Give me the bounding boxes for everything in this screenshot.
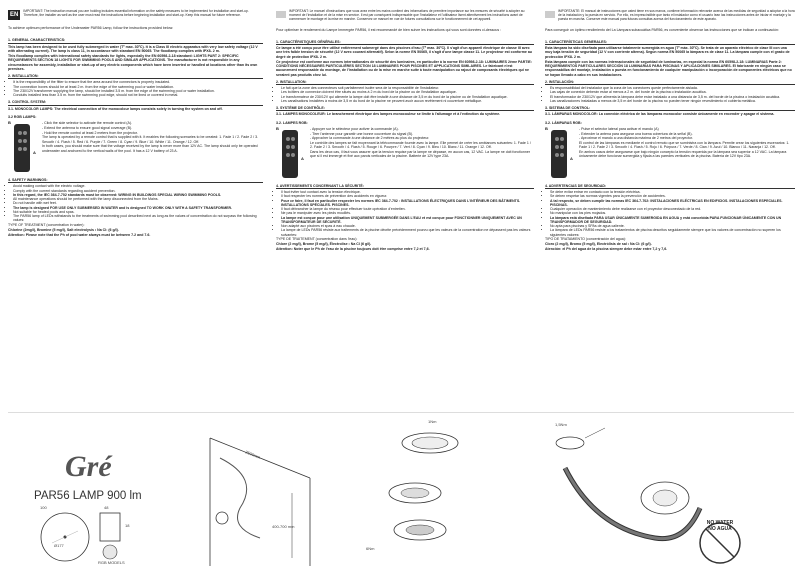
cable-length-label: 2500mm <box>244 449 261 460</box>
no-water-en: NO WATER <box>706 520 734 526</box>
list-item: • Les boîtiers de connexion doivent être situés au moins à 2 m du bord de la piscine ou de l'installation aquatique. <box>281 90 534 94</box>
label-b: B <box>8 120 11 125</box>
french-column <box>276 10 534 253</box>
section-title: 2. INSTALLATION: <box>8 74 263 79</box>
treatment-chemicals: Chlore (2 mg/l), Brome (5 mg/l), Électrolise • Na Cl (6 g/l). <box>276 242 372 247</box>
dim-18: 18 <box>125 523 130 528</box>
no-water-es: NO AGUA <box>708 526 732 532</box>
label-a: A <box>570 155 573 161</box>
step: In both cases, you should make sure that the voltage received by the lamp is never more than 12V AC. The lamp should only be operated underwater and anchored to the vertical walls of the pool. It has a 12 V battery of 23 A. <box>42 144 258 153</box>
list <box>276 190 534 237</box>
depth-label: 400-700 mm <box>272 524 295 529</box>
lamp-housing-icon <box>216 512 228 524</box>
list-item: • El transformador de 230/12V que alimenta la lámpara debe estar instalado a una distancia de 3,5 m. del borde de la piscina o instalación acuática. <box>550 95 795 99</box>
list-item: • The connection boxes should be at least 2 m. from the edge of the swimming pool or water installation. <box>13 85 263 89</box>
paragraph: This floodlamp complies with international safety standards for lights, especially the EN 60598-2-18 standard: LIGHTS PART 2: SPECIFIC REQUIREMENTS SECTION 18 LIGHTS FOR SWIMMING POOLS AND SIMILAR APPLICATIONS. The manufacturer is not responsible in any circumstances for assembly, installation or start-up of any electric components which have been inserted or handled at locations other than its own premises. <box>8 54 258 71</box>
step: - Approcher la commande à une distance de 2 mètres au plus du projecteur. <box>310 136 430 141</box>
list-item: • The PAR56 lamp of LEDs withstands to the treatments of swimming pool described next as long as the values of concentration do not surpass the following values: <box>13 214 263 223</box>
spanish-column <box>545 10 795 253</box>
rgb-block <box>276 127 534 181</box>
list-item: • Not suitable for heated pools and spas. <box>13 210 263 214</box>
list-item: • Il faut débrancher la lampe du réseau pour effectuer toute opération d'entretien. <box>281 207 534 211</box>
treatment-chemicals: Chlorine (2mg/l), Bromine (5 mg/l), Salt electrolysis • Na Cl: (6 g/l). <box>8 227 119 232</box>
list <box>545 86 795 103</box>
remote-control-icon <box>276 127 306 181</box>
list-item: • No manipular con los pies mojados. <box>550 211 795 215</box>
section-title: 3. CONTROL SYSTEM: <box>8 100 263 105</box>
intro-text: Para conseguir un óptimo rendimiento del La Lámpara subacuática PAR56, es conveniente observar las instrucciones que se indican a continuación: <box>545 27 779 32</box>
attention-note: Attention: Noter que le Ph de l'eau de la piscine toujours doit être comprise entre 7,2 et 7,6. <box>276 247 430 252</box>
treatment-chemicals: Cloro (2 mg/l), Bromo (5 mg/l), Electrólisis de sal • Na Cl: (6 g/l). <box>545 242 652 247</box>
list-item: • The 230/12V transformer supplying the lamp, should be installed 3.5 m. from the edge of the swimming pool or water installation. <box>13 89 263 93</box>
divider <box>8 412 794 413</box>
treatment-type: TIPO DE TRATAMIENTO (concentración del agua): <box>545 236 626 241</box>
torque-15nm: 1,5Nm <box>555 422 567 427</box>
step: Le contrôle des lampes se fait moyennant la télécommande fournie avec la lampe. Elle permet de créer les ambiances suivantes: 1. Fade 1 / 2. Fade 2 / 3. Smooth / 4. Flash / 5. Rouge / 6. Pourpre / 7. Vert / 8. Cyan / 9. Bleu / 10. Blanc / 11. Orange / 12. Off. <box>310 141 531 150</box>
section-title: 2. INSTALACIÓN: <box>545 80 795 85</box>
step: - Click the side selector to activate the remote control (A). <box>42 121 133 125</box>
section-title: 2. INSTALLATION: <box>276 80 534 85</box>
list-item: • Il faut éviter tout contact avec la tension électrique. <box>281 190 534 194</box>
paragraph: 3.1. LAMPES MONOCOLEUR: Le branchement électrique des lampes monocouleur se limite à l'allumage et à l'extinction du système. <box>276 112 501 117</box>
seal-ring <box>556 437 584 449</box>
step: Dans les deux cas, il faut vous assurer que la tension requise par la lampe ne dépasse, en aucun cas, 12 VAC. La lampe ne doit fonctionner que si il est immergé et fixé aux parois verticales de la piscine. Batterie de 12V type 23A. <box>310 150 530 159</box>
list-item: • La lampe de LEDs PAR56 résiste aux traitements de la piscine décrite précédemment pourvu que les valeurs de la concentration ne dépassent pas les valeurs suivantes: <box>281 228 534 237</box>
step: - Hold the remote control at least 2 meters from the projector. <box>42 130 138 135</box>
list-item: • Las cajas de conexión deberán estar al menos a 2 m. del borde de la piscina o instalación acuática. <box>550 90 795 94</box>
list-item: • Non adapté aux piscines et spas à eau chaude. <box>281 224 534 228</box>
section-title: 4. SAFETY WARNINGS: <box>8 178 263 183</box>
list-item: • La lámpara está diseñada PARA USAR ÚNICAMENTE SUMERGIDA EN AGUA y está concebida PARA FUNCIONAR ÚNICAMENTE CON UN TRANSFORMADOR DE SEGURIDAD. <box>550 216 795 225</box>
dim-177: Ø177 <box>54 543 64 548</box>
intro-text: Pour optimiser le rendement du Lampe Immergée PAR56, il est recommandé de bien suivre les instructions qui vous sont données ci-dessous : <box>276 27 502 32</box>
list <box>545 190 795 237</box>
rgb-block <box>8 121 263 175</box>
section-title: 4. ADVERTENCIAS DE SEGURIDAD: <box>545 184 795 189</box>
brand-logo: Gré <box>65 450 112 483</box>
attention-note: Attention: Please note that the Ph of pool water always must be between 7.2 and 7.6. <box>8 233 151 237</box>
paragraph: Esta lámpara ha sido diseñada para utilizarse totalmente sumergida en agua (Tª máx. 30ºC). Se trata de un aparato eléctrico de clase III con una muy baja tensión de seguridad (12 V con corriente alterna). Según norma EN 50065 la lámpara es de clase 11. La lámpara cumple con el grado de protección IPX8- 2 m. <box>545 46 790 59</box>
step: En ambos casos debe asegurarse que bajo ningún concepto la tensión requerida por la lámpara sea superior a 12 VAC. La lámpara únicamente debe funcionar sumergida y fijada a las paredes verticales de la piscina. Batería de 12V tipo 23A. <box>579 150 787 159</box>
treatment-type: TYPE DE TRAITEMENT (concentration dans l'eau): <box>276 236 358 241</box>
step: - Tirer l'antenne pour garantir une bonne couverture du signal (B). <box>310 131 414 136</box>
list-item: • Les canalisations installées à moins de 3,5 m du bord de la piscine ne peuvent avoir aucun revêtement ni couverture métallique. <box>281 99 534 103</box>
section-title: 3. SISTEMA DE CONTROL: <box>545 106 795 111</box>
step: The lamp is operated by a remote control that is supplied with it. It enables the following scenaries to be created: 1. Fade 1 / 2. Fade 2 / 3. Smooth / 4. Flash / 5. Red / 6. Purple / 7. Green / 8. Cyan / 9. Blue / 10. White / 11. Orange / 12. Off. <box>42 135 259 144</box>
list-item: • In this regard, the IEC 364-7-702 standards must be observed: WIRING IN BUILDINGS SPECIAL WIRING SWIMMING POOLS. <box>13 193 263 197</box>
step: - Extend the antenna to ensure good signal coverage (B). <box>42 125 133 130</box>
list-item: • Le transformateur de 230/12V qui alimente la lampe doit être installé à une distance de 3,5 m du bord de la piscine ou de l'installation aquatique. <box>281 95 534 99</box>
section-title: 1. GENERAL CHARACTERISTICS: <box>8 38 263 43</box>
important-text: IMPORTANT: Le manuel d'instructions que vous avez entre les mains contient des informations de première importance sur les mesures de sécurité à adopter au moment de l'installation et de la mise en service. Il est par conséquent indispensable que l'installateur et l'utilisateur lisent attentivement les instructions avant de commencer le montage et la mise en marche. Conservez ce manuel en vue de futures consultations sur le fonctionnement de cet appareil. <box>289 9 525 21</box>
paragraph: 3.1. LÁMPARAS MONOCOLOR: La conexión eléctrica de las lámparas monocolor consiste únicamente en encender y apagar el sistema. <box>545 112 775 117</box>
dim-100: 100 <box>40 505 47 510</box>
list <box>8 184 263 222</box>
list-item: • Ne pas le manipuler avec les pieds mouillés. <box>281 211 534 215</box>
installation-drawing <box>190 418 340 566</box>
step: - Appuyer sur le sélecteur pour activer la commande (A). <box>310 126 399 131</box>
important-notice <box>545 10 795 22</box>
list-item: • Las canalizaciones instaladas a menos de 3,5 m del borde de la piscina no pueden tener ningún revestimiento ni cubierta metálica. <box>550 99 795 103</box>
torque-6nm: 6Nm <box>366 546 375 551</box>
list-item: • La lámpara de LEDs PAR56 resiste a los tratamientos de piscina descritos seguidamente siempre que los valores de concentración no superen los siguientes valores: <box>550 228 795 237</box>
attention-note: Atención: el Ph del agua de la piscina siempre debe estar entre 7,2 y 7,6. <box>545 247 668 252</box>
flag-icon <box>545 11 555 18</box>
list <box>8 80 263 97</box>
paragraph: Ce lampe a été conçu pour être utilisé entièrement submergé dans des piscines d'eau (Tª max. 30ºC). Il s'agit d'un appareil électrique de classe III avec une très faible tension de sécurité (12 V avec courant alternatif). Selon la norme EN 50065, il s'agit d'une lampe classe 11. Le projecteur est conforme au degré de protection IPX8- 2 m. <box>276 46 532 59</box>
step: El control de las lámparas es mediante el control remoto que se suministra con la lámpara. Permite crear los siguientes escenarios: 1. Fade 1 / 2. Fade 2 / 3. Smooth / 4. Flash / 5. Rojo / 6. Púrpura / 7. Verde / 8. Cian / 9. Azul / 10. Blanco / 11. Naranja / 12. Off. <box>579 141 790 150</box>
rgb-lamp-icon <box>103 545 117 559</box>
list-item: • Le fait que la zone des connecteurs soit parfaitement isolée sera de la responsabilité de l'installateur. <box>281 86 534 90</box>
list-item: • A tal respecto, se deben cumplir las normas IEC 364-7-702: INSTALACIONES ELÉCTRICAS EN EDIFICIOS. INSTALACIONES ESPECIALES. PISCINAS. <box>550 199 795 208</box>
section-title: 1. CARACTÉRISTIQUES GÉNÉRALES: <box>276 40 534 45</box>
list-item: • Avoid making contact with the electric voltage. <box>13 184 263 188</box>
rgb-steps <box>42 121 263 175</box>
important-notice <box>8 10 263 20</box>
list-item: • All maintenance operations should be performed with the lamp disconnected from the Mains. <box>13 197 263 201</box>
step: - Extender la antena para asegurar una buena cobertura de la señal (B). <box>579 131 693 136</box>
remote-control-icon <box>545 127 575 181</box>
list-item: • Conduits installed less than 3.5 m. from the swimming pool edge, should not be lined or covered in metal. <box>13 93 263 97</box>
rgb-block <box>545 127 795 181</box>
list-item: • Se debe evitar entrar en contacto con la tensión eléctrica. <box>550 190 795 194</box>
paragraph: 3.1. MONOCOLOR LAMPS: The electrical connection of the monocolour lamps consists solely in turning the system on and off. <box>8 106 223 111</box>
label-b: B <box>276 125 279 131</box>
important-text: IMPORTANTE: El manual de instrucciones que usted tiene en sus manos, contiene información relevante acerca de las medidas de seguridad a adoptar a la hora de la instalación y la puesta en servicio. Por ello, es imprescindible que tanto el instalador como el usuario lean las instrucciones antes de iniciar el montaje y la puesta en marcha. Conserve este manual para futuras consultas acerca del funcionamiento de este aparato. <box>558 9 795 21</box>
subsection-title: 3.2. LÁMPARAS RGB: <box>545 120 582 125</box>
rgb-steps <box>579 127 795 181</box>
list-item: • Se deben respetar las normas vigentes para la prevención de accidentes. <box>550 194 795 198</box>
rgb-models-label: RGB MODELS <box>98 560 125 565</box>
section-title: 3. SYSTÈME DE CONTRÔLE: <box>276 106 534 111</box>
important-text: IMPORTANT: The instruction manual you are holding includes essential information on the safety measures to be implemented for installation and start-up. Therefore, the installer as well as the user must read the instructions before beginning installation and start-up. Keep this manual for future reference. <box>23 9 249 17</box>
list-item: • Pour ce faire, il faut en particulier respecter les normes IEC 364-7-702 : INSTALLATIONS ÉLECTRIQUES DANS L'INTÉRIEUR DES BÂTIMENTS. INSTALLATIONS SPÉCIALES. PISCINES. <box>281 199 534 208</box>
list-item: • La lampe est conçue pour une utilisation UNIQUEMENT SUBMERGÉE DANS L'EAU et est conçue pour FONCTIONNER UNIQUEMENT AVEC UN TRANSFORMATEUR DE SÉCURITÉ. <box>281 216 534 225</box>
section-title: 4. AVERTISSEMENTS CONCERNANT LA SÉCURITÉ: <box>276 184 534 189</box>
label-a: A <box>301 155 304 161</box>
label-b: B <box>545 125 548 131</box>
list-item: • Il faut respecter les normes de prévention des accidents en vigueur. <box>281 194 534 198</box>
flag-icon <box>276 11 286 18</box>
dim-48: 48 <box>104 505 109 510</box>
list-item: • Comply with the current standards regarding accident prevention. <box>13 189 263 193</box>
lamp-side-view <box>100 513 120 541</box>
no-water-label <box>696 520 744 532</box>
important-notice <box>276 10 534 22</box>
step: - Pulse el selector lateral para activar el mando (A) <box>579 126 659 131</box>
list-item: • Cualquier operación de mantenimiento debe realizarse con el proyector desconectado de la red. <box>550 207 795 211</box>
paragraph: This lamp has been designed to be used fully submerged in water (Tª max. 30ºC). It is a Class III electric apparatus with very low safety voltage (12 V with alternating current). The lamp is class 11, in accordance with standard EN 50065. The floodlamp complies with IPX8- 2 m. <box>8 44 258 53</box>
list <box>276 86 534 103</box>
english-column <box>8 10 263 238</box>
subsection-title: 3.2 RGB LAMPS: <box>8 114 37 119</box>
paragraph: Ce projecteur est conforme aux normes internationales de sécurité des luminaires, en particulier à la norme EN 60598-2-18: LUMINAIRES 2ème PARTIE: CONDITIONS NÉCESSAIRES PARTICULIÈRES SECTION 18 LUMINAIRES POUR PISCINES ET APPLICATIONS SIMILAIRES. Le fabricant n'est aucunement responsable du montage, de l'installation ou de la mise en marche suite à toute manipulation ou rajout de composants électriques qui ne seraient pas produits chez lui. <box>276 59 532 77</box>
lamp-dimension-drawings <box>30 505 140 565</box>
cable-path <box>220 458 260 538</box>
label-a: A <box>33 150 36 155</box>
intro-text: To achieve optimum performance of the Underwater PAR56 Lamp, follow the instructions provided below: <box>8 26 174 30</box>
list-item: • No apta para piscinas y SPAs de agua caliente. <box>550 224 795 228</box>
treatment-type: TYPE OF TREATMENT (concentration in water): <box>8 222 85 227</box>
product-title: PAR56 LAMP 900 lm <box>34 490 142 502</box>
rgb-steps <box>310 127 534 181</box>
exploded-assembly-drawing <box>360 418 490 566</box>
language-badge: EN <box>10 12 19 18</box>
step: - Aproximar el mando a una distancia máxima de 2 metros del proyector. <box>579 136 693 141</box>
section-title: 1. CARACTERÍSTICAS GENERALES: <box>545 40 795 45</box>
torque-1nm: 1Nm <box>428 419 437 424</box>
maintenance-drawing <box>545 418 795 566</box>
list-item: • It is the responsibility of the fitter to ensure that the area around the connectors is properly insulated. <box>13 80 263 84</box>
subsection-title: 3.2. LAMPES RGB: <box>276 120 308 125</box>
list-item: • Es responsabilidad del instalador que la zona de los conectores quede perfectamente aislada. <box>550 86 795 90</box>
list-item: • Do not handle with wet feet. <box>13 201 263 205</box>
list-item: • The lamp is designed FOR USE ONLY SUBMERSED IN WATER and is designed TO WORK ONLY WITH A SAFETY TRANSFORMER. <box>13 206 263 210</box>
remote-control-icon <box>8 121 38 175</box>
paragraph: Esta lámpara cumple con las normas internacionales de seguridad de luminarias, en especial la norma EN 60598-2-18: LUMINARIAS Parte 2: REQUERIMIENTOS PARTICULARES SECCIÓN 18 LUMINARIAS PARA PISCINAS Y APLICACIONES SIMILARES. El fabricante en ningún caso se responsabiliza del montaje, instalación o puesta en funcionamiento de cualquier manipulación o incorporación de componentes eléctricos que no se hayan llevado a cabo en sus instalaciones. <box>545 59 792 77</box>
